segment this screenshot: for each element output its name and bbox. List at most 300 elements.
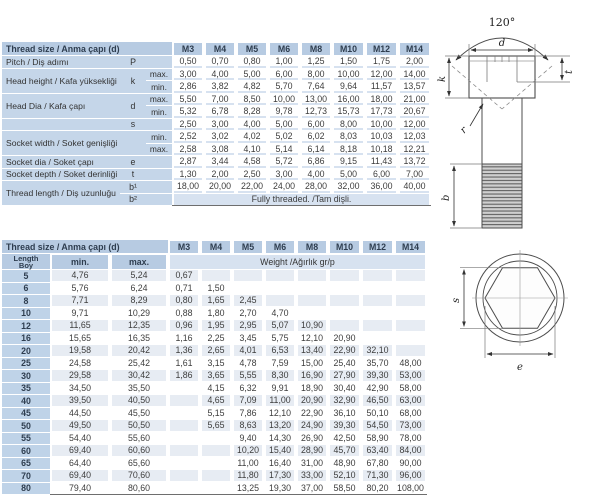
size-column-header xyxy=(232,240,264,254)
weight-value: 1,36 xyxy=(170,345,198,356)
weight-cell xyxy=(232,345,264,358)
weight-cell xyxy=(232,407,264,420)
length-header-line2: Boy xyxy=(18,260,34,270)
weight-value xyxy=(266,270,294,281)
weight-cell xyxy=(394,320,427,333)
weight-cell xyxy=(232,470,264,483)
weight-cell xyxy=(296,482,328,495)
size-column-header-box: M12 xyxy=(363,241,392,253)
dim-value: 21,00 xyxy=(400,94,429,106)
dim-value: 2,58 xyxy=(174,144,202,156)
length-value: 5 xyxy=(2,270,50,283)
dim-value-cell xyxy=(300,81,332,94)
weight-value: 9,40 xyxy=(239,432,257,443)
weight-value: 32,10 xyxy=(363,345,392,356)
weight-cell xyxy=(296,470,328,483)
weight-cell xyxy=(264,382,296,395)
minmax-column-header xyxy=(110,254,168,270)
weight-cell xyxy=(328,282,361,295)
minmax-value: 6,24 xyxy=(130,282,148,293)
weight-value xyxy=(170,445,198,456)
dim-value-cell xyxy=(172,181,204,194)
weight-cell xyxy=(264,407,296,420)
weight-value xyxy=(202,270,230,281)
minmax-value: 49,50 xyxy=(52,420,108,431)
weight-value: 31,00 xyxy=(300,457,323,468)
weight-value: 33,00 xyxy=(298,470,326,481)
weight-cell xyxy=(328,432,361,445)
weight-cell xyxy=(232,482,264,495)
length-value: 12 xyxy=(2,320,50,333)
weight-cell xyxy=(200,420,232,433)
dim-value: 18,00 xyxy=(174,181,202,193)
length-value: 65 xyxy=(2,457,50,470)
dim-value: 13,00 xyxy=(302,94,330,106)
size-column-header-box: M10 xyxy=(330,241,359,253)
weight-value xyxy=(202,433,230,444)
dim-value-cell xyxy=(172,131,204,144)
weight-value xyxy=(330,283,359,294)
weight-value xyxy=(298,283,326,294)
size-column-header xyxy=(168,240,200,254)
dim-value-cell xyxy=(398,106,431,119)
size-column-header-box: M10 xyxy=(334,43,363,55)
dim-value: 5,50 xyxy=(174,94,202,106)
weight-row xyxy=(2,407,427,420)
dim-value: 2,87 xyxy=(174,156,202,168)
weight-value: 48,90 xyxy=(333,457,356,468)
dim-value-cell xyxy=(172,93,204,106)
r-leader-line xyxy=(470,104,483,126)
dim-value-cell xyxy=(236,68,268,81)
dim-row-tolerance xyxy=(146,181,172,194)
dim-value: 12,03 xyxy=(400,131,429,143)
weight-value xyxy=(363,333,392,344)
weight-value: 4,78 xyxy=(239,357,257,368)
dim-value-cell xyxy=(398,93,431,106)
weight-value: 30,40 xyxy=(333,382,356,393)
length-value: 45 xyxy=(2,407,50,420)
minmax-value: 69,40 xyxy=(52,470,108,481)
weight-value xyxy=(396,320,425,331)
dim-value: 11,43 xyxy=(367,156,396,168)
weight-value: 5,07 xyxy=(266,320,294,331)
dim-value: 9,64 xyxy=(334,81,363,93)
minmax-cell xyxy=(50,407,110,420)
dim-value: 6,78 xyxy=(206,106,234,118)
size-column-header xyxy=(398,42,431,56)
dim-value-cell xyxy=(300,118,332,131)
size-column-header xyxy=(200,240,232,254)
dim-value: 1,30 xyxy=(174,169,202,181)
weight-cell xyxy=(296,320,328,333)
minmax-value: 45,50 xyxy=(127,407,150,418)
dim-value: 16,00 xyxy=(334,94,363,106)
weight-value: 0,71 xyxy=(175,282,193,293)
weight-cell xyxy=(394,407,427,420)
weight-cell xyxy=(264,395,296,408)
length-value: 25 xyxy=(2,357,50,370)
weight-value: 3,45 xyxy=(239,332,257,343)
weight-cell xyxy=(200,432,232,445)
minmax-value: 34,50 xyxy=(68,382,91,393)
weight-cell xyxy=(296,432,328,445)
dim-value-cell xyxy=(236,106,268,119)
weight-cell xyxy=(361,345,394,358)
dim-value: 7,00 xyxy=(206,94,234,106)
weight-value: 14,30 xyxy=(268,432,291,443)
dim-row-symbol: s xyxy=(120,118,146,131)
dim-value-cell xyxy=(236,56,268,69)
weight-value: 16,40 xyxy=(268,457,291,468)
minmax-value: 80,60 xyxy=(127,482,150,493)
weight-cell xyxy=(394,382,427,395)
minmax-value: 55,60 xyxy=(127,432,150,443)
minmax-cell xyxy=(50,395,110,408)
dim-value: 0,80 xyxy=(238,56,266,68)
weight-cell xyxy=(232,432,264,445)
weight-value: 108,00 xyxy=(397,482,424,493)
weight-cell xyxy=(264,295,296,308)
weight-value xyxy=(266,295,294,306)
dim-value-cell xyxy=(365,81,398,94)
weight-cell xyxy=(200,307,232,320)
dim-value-cell xyxy=(204,181,236,194)
minmax-value: 60,60 xyxy=(112,445,166,456)
minmax-value: 54,40 xyxy=(68,432,91,443)
weight-value: 22,90 xyxy=(330,345,359,356)
dim-value-cell xyxy=(268,81,300,94)
weight-cell xyxy=(232,357,264,370)
weight-value xyxy=(396,345,425,356)
dimensions-table-container xyxy=(2,42,431,206)
size-column-header xyxy=(264,240,296,254)
dim-value-cell xyxy=(300,143,332,156)
weight-cell xyxy=(200,357,232,370)
weight-value xyxy=(396,333,425,344)
dim-row xyxy=(2,68,431,81)
weight-cell xyxy=(296,357,328,370)
dim-row-symbol: b¹ xyxy=(120,181,146,194)
weight-table xyxy=(2,240,427,495)
minmax-cell xyxy=(50,445,110,458)
dim-value-cell xyxy=(300,56,332,69)
weight-value: 4,15 xyxy=(207,382,225,393)
minmax-cell xyxy=(50,432,110,445)
length-value: 16 xyxy=(2,332,50,345)
weight-cell xyxy=(328,382,361,395)
weight-value: 1,16 xyxy=(175,332,193,343)
weight-row xyxy=(2,482,427,495)
k-dimension-label: k xyxy=(437,75,448,82)
weight-row xyxy=(2,307,427,320)
dim-value-cell xyxy=(204,131,236,144)
weight-cell xyxy=(394,445,427,458)
weight-cell xyxy=(200,382,232,395)
weight-cell xyxy=(232,270,264,283)
e-dimension-label: e xyxy=(517,362,523,373)
weight-value: 90,00 xyxy=(399,457,422,468)
minmax-header-box: min. xyxy=(52,255,108,269)
dim-value: 17,73 xyxy=(367,106,396,118)
weight-cell xyxy=(264,332,296,345)
weight-cell xyxy=(168,307,200,320)
weight-cell xyxy=(200,395,232,408)
weight-value: 11,80 xyxy=(234,470,262,481)
dim-value-cell xyxy=(398,168,431,181)
weight-value xyxy=(170,408,198,419)
size-column-header-box: M14 xyxy=(396,241,425,253)
weight-value xyxy=(170,433,198,444)
dim-value-cell xyxy=(332,81,365,94)
weight-cell xyxy=(168,382,200,395)
length-value: 55 xyxy=(2,432,50,445)
dim-value-cell xyxy=(365,56,398,69)
fully-threaded-text: Fully threaded. /Tam dişli. xyxy=(174,194,429,205)
minmax-value: 15,65 xyxy=(68,332,91,343)
dim-value-cell xyxy=(332,68,365,81)
dim-value: 5,32 xyxy=(174,106,202,118)
weight-cell xyxy=(394,357,427,370)
dim-row-tolerance xyxy=(146,56,172,69)
minmax-cell xyxy=(50,357,110,370)
dim-value: 10,18 xyxy=(367,144,396,156)
dim-value: 3,82 xyxy=(206,81,234,93)
weight-row xyxy=(2,457,427,470)
dim-table-title: Thread size / Anma çapı (d) xyxy=(2,42,172,56)
dim-value-cell xyxy=(204,68,236,81)
minmax-cell xyxy=(110,432,168,445)
minmax-cell xyxy=(50,320,110,333)
dim-row-symbol xyxy=(120,131,146,156)
minmax-value: 44,50 xyxy=(68,407,91,418)
dim-value-cell xyxy=(172,106,204,119)
weight-value xyxy=(298,270,326,281)
weight-row xyxy=(2,432,427,445)
weight-cell xyxy=(361,395,394,408)
weight-cell xyxy=(361,432,394,445)
weight-value: 15,40 xyxy=(266,445,294,456)
dim-value: 3,02 xyxy=(206,131,234,143)
weight-row xyxy=(2,395,427,408)
weight-value: 3,65 xyxy=(202,370,230,381)
minmax-cell xyxy=(110,270,168,283)
weight-value: 67,80 xyxy=(366,457,389,468)
weight-value: 0,67 xyxy=(170,270,198,281)
dim-value-cell xyxy=(236,118,268,131)
weight-cell xyxy=(264,445,296,458)
weight-value: 8,30 xyxy=(266,370,294,381)
weight-value xyxy=(363,320,392,331)
weight-cell xyxy=(232,282,264,295)
dim-value: 22,00 xyxy=(238,181,266,193)
dim-value-cell xyxy=(268,106,300,119)
dim-value: 12,73 xyxy=(302,106,330,118)
dim-value: 9,78 xyxy=(270,106,298,118)
weight-value: 53,00 xyxy=(396,370,425,381)
weight-value xyxy=(396,295,425,306)
weight-cell xyxy=(328,357,361,370)
screw-thread xyxy=(482,164,522,228)
dim-value-cell xyxy=(300,106,332,119)
dim-value: 3,00 xyxy=(270,169,298,181)
weight-value: 26,90 xyxy=(300,432,323,443)
dim-value-cell xyxy=(204,143,236,156)
weight-value: 4,65 xyxy=(202,395,230,406)
dim-value-cell xyxy=(398,143,431,156)
weight-value: 37,00 xyxy=(300,482,323,493)
minmax-value: 30,42 xyxy=(112,370,166,381)
length-header-line1: Length xyxy=(13,253,39,263)
dim-value-cell xyxy=(236,131,268,144)
weight-value xyxy=(330,308,359,319)
dim-value-cell xyxy=(236,181,268,194)
minmax-cell xyxy=(110,345,168,358)
size-column-header xyxy=(361,240,394,254)
weight-cell xyxy=(328,345,361,358)
dim-value-cell xyxy=(300,156,332,169)
dim-value: 15,73 xyxy=(334,106,363,118)
weight-value: 2,65 xyxy=(202,345,230,356)
minmax-cell xyxy=(50,420,110,433)
weight-cell xyxy=(394,395,427,408)
weight-value xyxy=(363,270,392,281)
weight-cell xyxy=(200,470,232,483)
dim-value: 18,00 xyxy=(367,94,396,106)
dim-value-cell xyxy=(204,56,236,69)
dim-value: 24,00 xyxy=(270,181,298,193)
weight-value xyxy=(234,283,262,294)
dim-value-cell xyxy=(172,156,204,169)
dim-value: 2,00 xyxy=(206,169,234,181)
weight-value xyxy=(363,308,392,319)
dim-value-cell xyxy=(365,68,398,81)
weight-value: 10,20 xyxy=(234,445,262,456)
dim-value-cell xyxy=(332,93,365,106)
dim-value-cell xyxy=(268,143,300,156)
minmax-cell xyxy=(50,382,110,395)
dim-value-cell xyxy=(332,143,365,156)
dim-value: 40,00 xyxy=(400,181,429,193)
weight-cell xyxy=(264,420,296,433)
weight-cell xyxy=(394,482,427,495)
minmax-cell xyxy=(110,382,168,395)
dim-value-cell xyxy=(365,93,398,106)
dim-row-label: Socket width / Soket genişliği xyxy=(2,131,120,156)
dim-value-cell xyxy=(268,156,300,169)
minmax-cell xyxy=(50,295,110,308)
weight-cell xyxy=(361,307,394,320)
weight-value xyxy=(266,283,294,294)
dim-value-cell xyxy=(300,93,332,106)
minmax-value: 19,58 xyxy=(52,345,108,356)
minmax-cell xyxy=(110,407,168,420)
weight-value xyxy=(202,458,230,469)
weight-value: 6,32 xyxy=(239,382,257,393)
weight-value: 11,00 xyxy=(237,457,259,468)
minmax-cell xyxy=(110,445,168,458)
weight-value: 1,80 xyxy=(207,307,225,318)
size-column-header xyxy=(300,42,332,56)
hex-socket-top-view-drawing xyxy=(440,246,596,378)
dim-row-tolerance: min. xyxy=(146,131,172,144)
weight-value: 27,90 xyxy=(330,370,359,381)
weight-cell xyxy=(200,445,232,458)
dim-value: 7,00 xyxy=(400,169,429,181)
weight-value: 0,96 xyxy=(170,320,198,331)
weight-value: 5,75 xyxy=(271,332,289,343)
weight-cell xyxy=(232,382,264,395)
dim-value: 6,00 xyxy=(270,69,298,81)
weight-value: 24,90 xyxy=(298,420,326,431)
dim-row xyxy=(2,118,431,131)
minmax-cell xyxy=(50,370,110,383)
weight-cell xyxy=(168,357,200,370)
weight-row xyxy=(2,445,427,458)
dim-value-cell xyxy=(268,131,300,144)
minmax-cell xyxy=(50,457,110,470)
dim-value-cell xyxy=(398,118,431,131)
weight-cell xyxy=(264,482,296,495)
dim-value-cell xyxy=(365,143,398,156)
minmax-value: 64,40 xyxy=(68,457,91,468)
length-column-header xyxy=(2,254,50,270)
weight-cell xyxy=(394,420,427,433)
dim-value: 28,00 xyxy=(302,181,330,193)
weight-cell xyxy=(361,270,394,283)
dim-row-label xyxy=(2,118,120,131)
weight-value: 35,70 xyxy=(366,357,389,368)
weight-cell xyxy=(264,345,296,358)
weight-value: 4,70 xyxy=(271,307,289,318)
weight-cell xyxy=(264,470,296,483)
dim-row-label: Head Dia / Kafa çapı xyxy=(2,93,120,118)
weight-cell xyxy=(232,320,264,333)
dim-value: 5,02 xyxy=(270,131,298,143)
size-column-header-box: M8 xyxy=(298,241,326,253)
dim-value: 8,00 xyxy=(302,69,330,81)
minmax-value: 39,50 xyxy=(52,395,108,406)
dim-value-cell xyxy=(204,93,236,106)
dim-value: 3,00 xyxy=(206,119,234,131)
weight-value xyxy=(202,445,230,456)
weight-value: 50,10 xyxy=(366,407,389,418)
minmax-column-header xyxy=(50,254,110,270)
weight-value xyxy=(170,470,198,481)
weight-value: 0,80 xyxy=(170,295,198,306)
weight-cell xyxy=(264,270,296,283)
dim-row-label: Head height / Kafa yüksekliği xyxy=(2,68,120,93)
weight-row xyxy=(2,357,427,370)
weight-value xyxy=(363,283,392,294)
weight-cell xyxy=(200,320,232,333)
dim-row-symbol: t xyxy=(120,168,146,181)
minmax-header-box: max. xyxy=(112,255,166,269)
weight-value: 52,10 xyxy=(330,470,359,481)
screw-head xyxy=(469,56,535,98)
weight-value: 5,55 xyxy=(234,370,262,381)
angle-120-label: 120° xyxy=(488,16,516,29)
dim-row-tolerance xyxy=(146,156,172,169)
weight-value xyxy=(202,483,230,494)
dim-value-cell xyxy=(332,106,365,119)
length-value: 35 xyxy=(2,382,50,395)
size-column-header-box: M3 xyxy=(174,43,202,55)
weight-cell xyxy=(264,282,296,295)
minmax-cell xyxy=(50,470,110,483)
weight-value xyxy=(330,320,359,331)
size-column-header xyxy=(365,42,398,56)
